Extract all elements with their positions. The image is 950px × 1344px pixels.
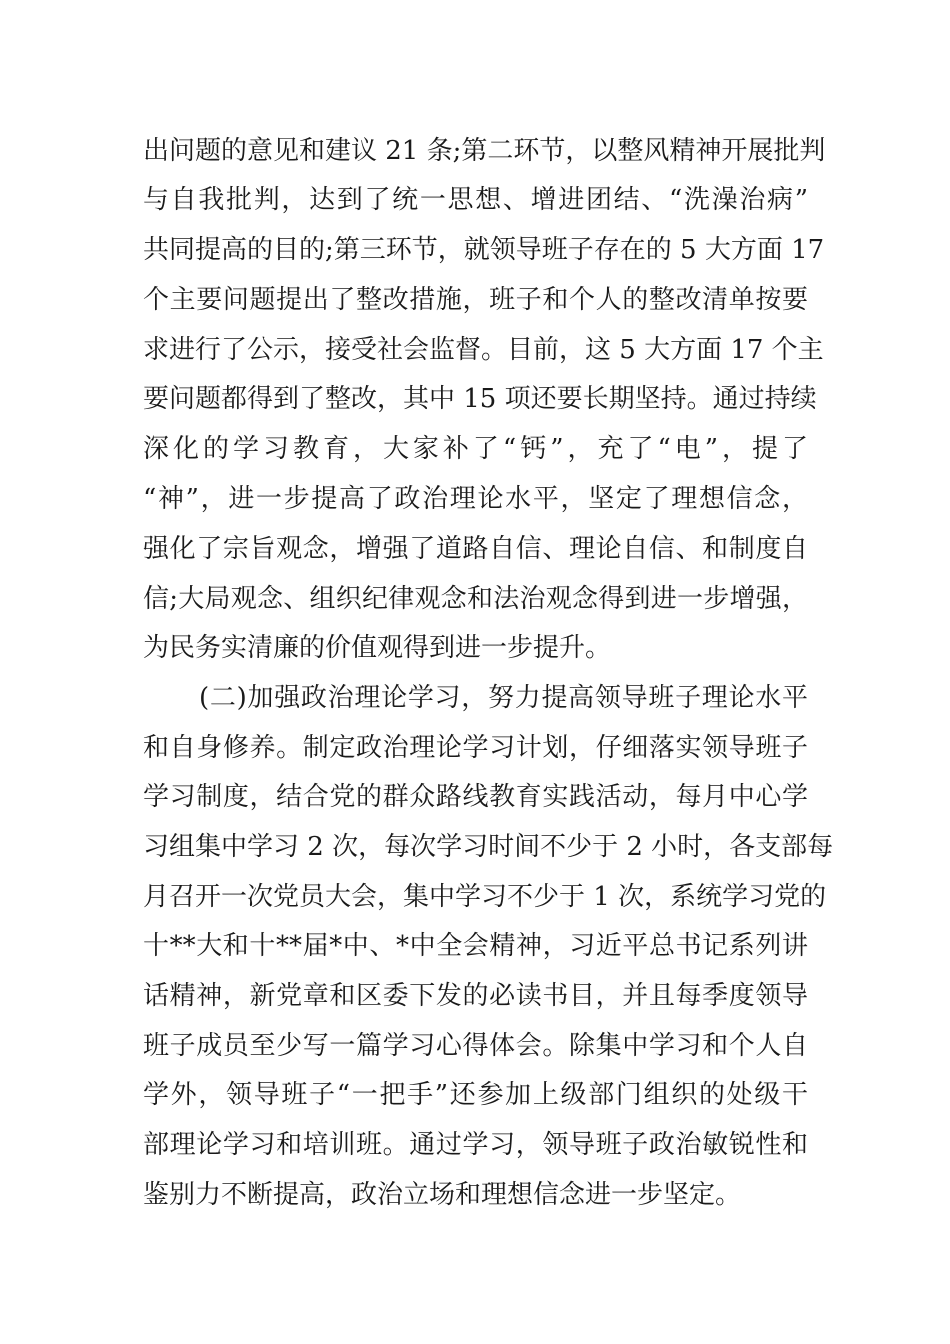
text-line: 个主要问题提出了整改措施，班子和个人的整改清单按要 bbox=[143, 285, 808, 315]
text-line: 强化了宗旨观念，增强了道路自信、理论自信、和制度自 bbox=[143, 534, 808, 564]
text-line: 习组集中学习 2 次，每次学习时间不少于 2 小时，各支部每 bbox=[143, 832, 834, 862]
text-line: 与自我批判，达到了统一思想、增进团结、“洗澡治病” bbox=[143, 185, 808, 215]
text-line: 鉴别力不断提高，政治立场和理想信念进一步坚定。 bbox=[143, 1180, 742, 1210]
text-line: 月召开一次党员大会，集中学习不少于 1 次，系统学习党的 bbox=[143, 882, 827, 912]
text-line: “神”，进一步提高了政治理论水平，坚定了理想信念， bbox=[143, 484, 808, 514]
text-line: (二)加强政治理论学习，努力提高领导班子理论水平 bbox=[199, 683, 808, 713]
text-line: 深化的学习教育，大家补了“钙”，充了“电”，提了 bbox=[143, 434, 808, 464]
text-line: 共同提高的目的;第三环节，就领导班子存在的 5 大方面 17 bbox=[143, 235, 825, 265]
text-line: 信;大局观念、组织纪律观念和法治观念得到进一步增强， bbox=[143, 584, 808, 614]
text-line: 部理论学习和培训班。通过学习，领导班子政治敏锐性和 bbox=[143, 1130, 808, 1160]
text-line: 学习制度，结合党的群众路线教育实践活动，每月中心学 bbox=[143, 782, 808, 812]
text-line: 求进行了公示，接受社会监督。目前，这 5 大方面 17 个主 bbox=[143, 335, 824, 365]
text-line: 十**大和十**届*中、*中全会精神，习近平总书记系列讲 bbox=[143, 931, 808, 961]
text-line: 出问题的意见和建议 21 条;第二环节，以整风精神开展批判 bbox=[143, 136, 826, 166]
text-line: 学外，领导班子“一把手”还参加上级部门组织的处级干 bbox=[143, 1080, 808, 1110]
text-line: 和自身修养。制定政治理论学习计划，仔细落实领导班子 bbox=[143, 733, 808, 763]
text-line: 班子成员至少写一篇学习心得体会。除集中学习和个人自 bbox=[143, 1031, 808, 1061]
text-line: 要问题都得到了整改，其中 15 项还要长期坚持。通过持续 bbox=[143, 384, 817, 414]
text-line: 为民务实清廉的价值观得到进一步提升。 bbox=[143, 633, 612, 663]
text-line: 话精神，新党章和区委下发的必读书目，并且每季度领导 bbox=[143, 981, 808, 1011]
